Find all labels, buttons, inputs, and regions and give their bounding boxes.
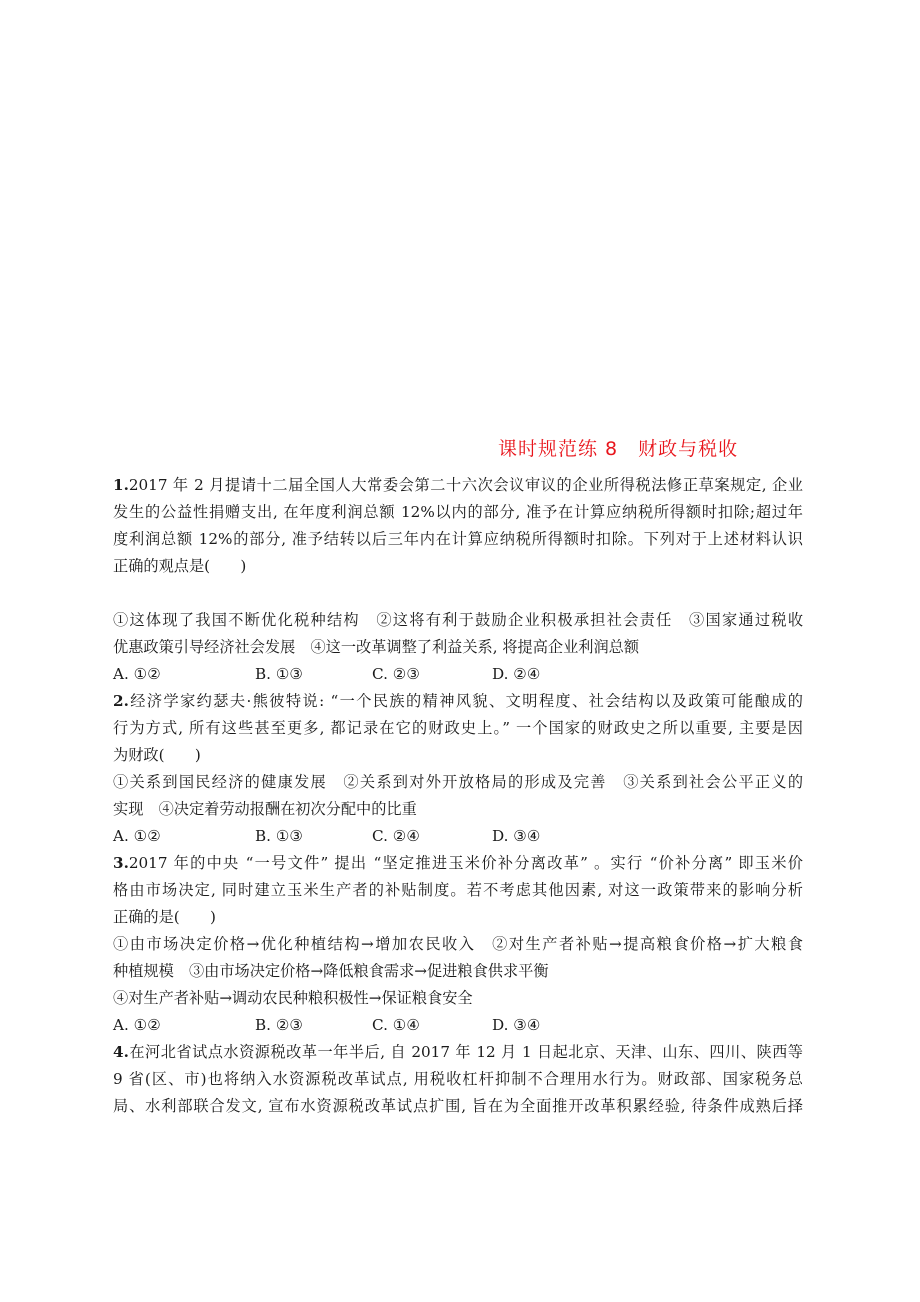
statement-line: 优惠政策引导经济社会发展 ④这一改革调整了利益关系, 将提高企业利润总额 — [113, 638, 640, 656]
option-c[interactable]: C. ①④ — [372, 1016, 420, 1034]
question-stem-line: 行为方式, 所有这些甚至更多, 都记录在它的财政史上。” 一个国家的财政史之所以重要, 主要是因 — [113, 719, 803, 737]
question-1 — [113, 472, 803, 688]
statement-line: ④对生产者补贴→调动农民种粮积极性→保证粮食安全 — [113, 989, 473, 1007]
option-a[interactable]: A. ①② — [113, 665, 161, 683]
question-stem-line — [113, 1039, 803, 1066]
question-stem-line — [113, 472, 803, 499]
option-b[interactable]: B. ①③ — [255, 827, 304, 845]
question-4 — [113, 1039, 803, 1120]
question-stem-line: 格由市场决定, 同时建立玉米生产者的补贴制度。若不考虑其他因素, 对这一政策带来的影响分析 — [113, 881, 803, 899]
question-3 — [113, 850, 803, 1039]
question-2 — [113, 688, 803, 850]
option-d[interactable]: D. ③④ — [492, 827, 541, 845]
answer-options — [113, 1012, 803, 1039]
question-stem-line — [113, 850, 803, 877]
question-stem-line: 正确的是( ) — [113, 908, 216, 926]
question-number: 3. — [113, 854, 129, 872]
option-c[interactable]: C. ②③ — [372, 665, 420, 683]
option-b[interactable]: B. ②③ — [255, 1016, 304, 1034]
option-a[interactable]: A. ①② — [113, 1016, 161, 1034]
statement-line: 实现 ④决定着劳动报酬在初次分配中的比重 — [113, 800, 417, 818]
stem-text: 2017 年的中央 “一号文件” 提出 “坚定推进玉米价补分离改革” 。实行 “价补分离” 即玉米价 — [128, 854, 803, 872]
question-stem-line: 9 省(区、市)也将纳入水资源税改革试点, 用税收杠杆抑制不合理用水行为。财政部、国家税务总 — [113, 1070, 803, 1088]
question-stem-line: 局、水利部联合发文, 宣布水资源税改革试点扩围, 旨在为全面推开改革积累经验, 待条件成熟后择 — [113, 1097, 803, 1115]
option-b[interactable]: B. ①③ — [255, 665, 304, 683]
statement-line: 种植规模 ③由市场决定价格→降低粮食需求→促进粮食供求平衡 — [113, 962, 549, 980]
stem-text: 在河北省试点水资源税改革一年半后, 自 2017 年 12 月 1 日起北京、天津、山东、四川、陕西等 — [128, 1043, 803, 1061]
stem-text: 2017 年 2 月提请十二届全国人大常委会第二十六次会议审议的企业所得税法修正草案规定, 企业 — [128, 476, 803, 494]
question-number: 1. — [113, 476, 129, 494]
question-stem-line: 正确的观点是( ) — [113, 557, 247, 575]
statement-line: ①这体现了我国不断优化税种结构 ②这将有利于鼓励企业积极承担社会责任 ③国家通过税收 — [113, 611, 803, 629]
option-a[interactable]: A. ①② — [113, 827, 161, 845]
question-stem-line: 发生的公益性捐赠支出, 在年度利润总额 12%以内的部分, 准予在计算应纳税所得额时扣除;超过年 — [113, 503, 803, 521]
option-c[interactable]: C. ②④ — [372, 827, 420, 845]
spacer — [113, 580, 803, 607]
question-number: 2. — [113, 692, 129, 710]
question-stem-line: 为财政( ) — [113, 746, 201, 764]
question-list — [113, 472, 803, 1120]
question-stem-line: 度利润总额 12%的部分, 准予结转以后三年内在计算应纳税所得额时扣除。下列对于上述材料认识 — [113, 530, 803, 548]
option-d[interactable]: D. ③④ — [492, 1016, 541, 1034]
question-stem-line — [113, 688, 803, 715]
page-title: 课时规范练 8 财政与税收 — [498, 438, 739, 460]
stem-text: 经济学家约瑟夫·熊彼特说: “一个民族的精神风貌、文明程度、社会结构以及政策可能酿成的 — [128, 692, 803, 710]
statement-line: ①关系到国民经济的健康发展 ②关系到对外开放格局的形成及完善 ③关系到社会公平正义的 — [113, 773, 803, 791]
answer-options — [113, 661, 803, 688]
option-d[interactable]: D. ②④ — [492, 665, 541, 683]
statement-line: ①由市场决定价格→优化种植结构→增加农民收入 ②对生产者补贴→提高粮食价格→扩大粮食 — [113, 935, 803, 953]
question-number: 4. — [113, 1043, 129, 1061]
answer-options — [113, 823, 803, 850]
